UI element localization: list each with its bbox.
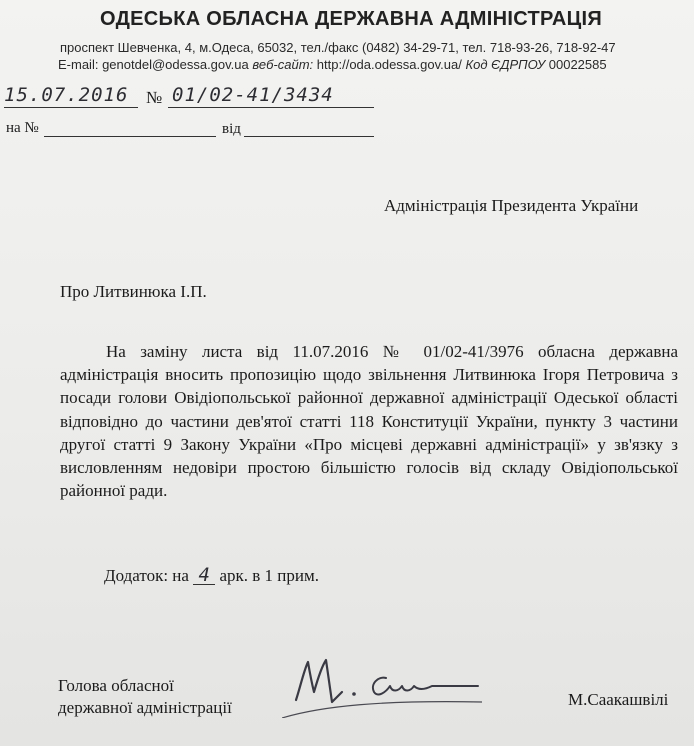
letter-body-text: На заміну листа від 11.07.2016 № 01/02-41/3976 обласна державна адміністрація вносить пропозицію щодо звільнення Литвинюка Ігоря Петровича з посади голови Овідіопольської районної державної адміністрації Одеської області відповідно до частини дев'ятої статті 118 Конституції України, пункту 3 частини другої статті 9 Закону України «Про місцеві державні адміністрації» у зв'язку з висловленням недовіри простою більшістю голосів від складу Овідіопольської районної ради. xyxy=(60,342,678,501)
website-url: http://oda.odessa.gov.ua/ xyxy=(316,57,462,72)
incoming-number-label: на № xyxy=(6,120,39,136)
address-line: проспект Шевченка, 4, м.Одеса, 65032, тел./факс (0482) 34-29-71, тел. 718-93-26, 718-92-47 xyxy=(60,40,616,55)
attachment-prefix: Додаток: на xyxy=(104,566,189,585)
letter-body xyxy=(60,340,678,502)
incoming-date-blank xyxy=(244,136,374,137)
incoming-date-label: від xyxy=(222,121,241,137)
outgoing-number: 01/02-41/3434 xyxy=(172,84,334,106)
number-sign: № xyxy=(146,88,163,107)
number-underline xyxy=(168,107,374,108)
signatory-title-line1: Голова обласної xyxy=(58,676,174,695)
attachment-suffix: арк. в 1 прим. xyxy=(219,566,319,585)
attachment-line xyxy=(104,566,319,586)
outgoing-date: 15.07.2016 xyxy=(4,84,129,106)
website-label: веб-сайт: xyxy=(252,57,314,72)
date-underline xyxy=(4,107,138,108)
edrpou-code: 00022585 xyxy=(548,57,607,72)
signatory-name: М.Саакашвілі xyxy=(568,690,669,709)
incoming-number-blank xyxy=(44,136,216,137)
email-label: E-mail: xyxy=(58,57,99,72)
contact-line xyxy=(58,57,607,72)
signatory-title-line2: державної адміністрації xyxy=(58,698,232,717)
organization-name: ОДЕСЬКА ОБЛАСНА ДЕРЖАВНА АДМІНІСТРАЦІЯ xyxy=(100,8,603,30)
attachment-sheet-count: 4 xyxy=(193,566,215,585)
letter-subject: Про Литвинюка І.П. xyxy=(60,282,207,301)
email-address: genotdel@odessa.gov.ua xyxy=(102,57,249,72)
edrpou-label: Код ЄДРПОУ xyxy=(465,57,546,72)
recipient: Адміністрація Президента України xyxy=(384,196,639,215)
handwritten-signature xyxy=(282,648,482,718)
